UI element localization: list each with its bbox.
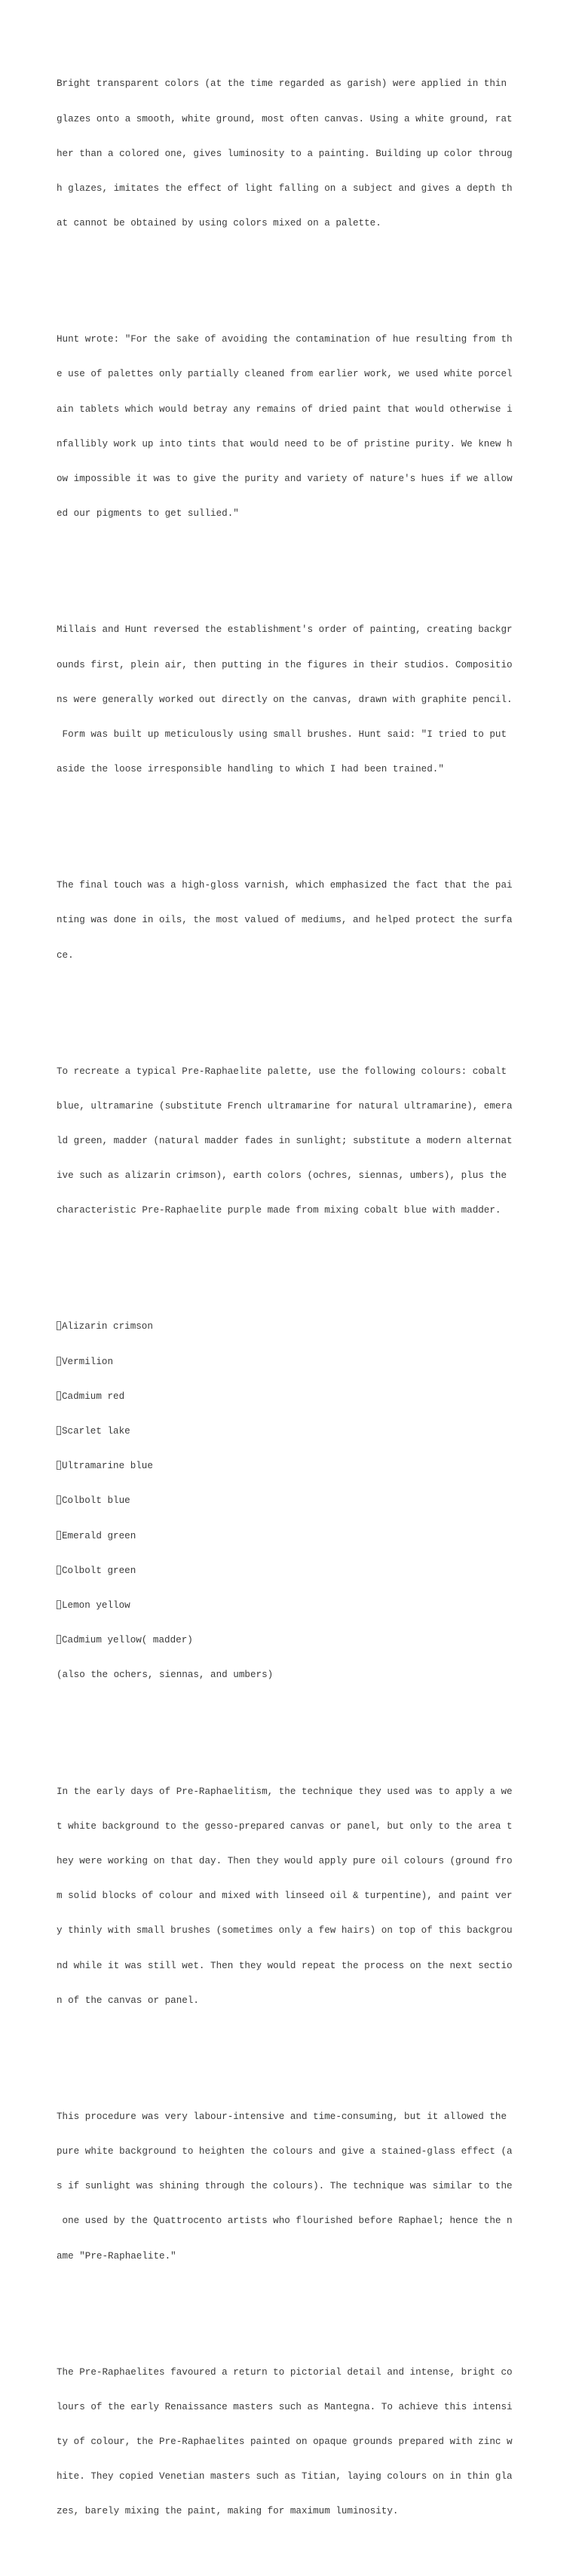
text-line: Millais and Hunt reversed the establishment's order of painting, creating backgr	[57, 624, 513, 636]
list-item	[57, 1461, 539, 1472]
bullet-box-icon	[57, 1635, 61, 1644]
text-line: h glazes, imitates the effect of light falling on a subject and gives a depth th	[57, 183, 513, 195]
paragraph-millais-hunt	[57, 602, 539, 799]
list-item-label: Cadmium yellow( madder)	[62, 1635, 193, 1646]
text-line: e use of palettes only partially cleaned from earlier work, we used white porcel	[57, 369, 513, 380]
text-line: nd while it was still wet. Then they would repeat the process on the next sectio	[57, 1960, 513, 1971]
text-line: hey were working on that day. Then they would apply pure oil colours (ground fro	[57, 1855, 513, 1866]
list-item	[57, 1495, 539, 1507]
text-line: at cannot be obtained by using colors mixed on a palette.	[57, 218, 381, 229]
text-line: This procedure was very labour-intensive and time-consuming, but it allowed the	[57, 2111, 507, 2122]
text-line: her than a colored one, gives luminosity to a painting. Building up color throug	[57, 148, 513, 159]
text-line: ame "Pre-Raphaelite."	[57, 2250, 176, 2262]
text-line: blue, ultramarine (substitute French ultramarine for natural ultramarine), emera	[57, 1100, 513, 1112]
text-line: aside the loose irresponsible handling to which I had been trained."	[57, 764, 444, 775]
bullet-box-icon	[57, 1495, 61, 1504]
text-line: s if sunlight was shining through the colours). The technique was similar to the	[57, 2181, 513, 2192]
list-item-label: Colbolt green	[62, 1565, 136, 1576]
bullet-box-icon	[57, 1531, 61, 1540]
text-line: ed our pigments to get sullied."	[57, 508, 239, 520]
bullet-box-icon	[57, 1600, 61, 1609]
list-item-label: Cadmium red	[62, 1391, 125, 1402]
text-line: zes, barely mixing the paint, making for maximum luminosity.	[57, 2506, 399, 2517]
text-line: ive such as alizarin crimson), earth colors (ochres, siennas, umbers), plus the	[57, 1170, 507, 1182]
list-item	[57, 1391, 539, 1403]
text-line: characteristic Pre-Raphaelite purple made from mixing cobalt blue with madder.	[57, 1205, 501, 1216]
list-item-label: Ultramarine blue	[62, 1461, 153, 1472]
paragraph-glazes	[57, 56, 539, 253]
text-line: Bright transparent colors (at the time regarded as garish) were applied in thin	[57, 78, 507, 90]
text-line: ns were generally worked out directly on the canvas, drawn with graphite pencil.	[57, 694, 513, 705]
text-line: n of the canvas or panel.	[57, 1995, 199, 2006]
text-line: ce.	[57, 949, 74, 961]
list-item-label: Scarlet lake	[62, 1426, 130, 1437]
text-line: ounds first, plein air, then putting in the figures in their studios. Compositio	[57, 659, 513, 670]
text-line: Hunt wrote: "For the sake of avoiding the contamination of hue resulting from th	[57, 334, 513, 345]
bullet-box-icon	[57, 1426, 61, 1435]
list-item-label: Emerald green	[62, 1530, 136, 1541]
text-line: pure white background to heighten the colours and give a stained-glass effect (a	[57, 2145, 513, 2157]
list-item-label: Colbolt blue	[62, 1495, 130, 1507]
text-line: t white background to the gesso-prepared canvas or panel, but only to the area t	[57, 1820, 513, 1832]
text-line: ld green, madder (natural madder fades in sunlight; substitute a modern alternat	[57, 1136, 513, 1147]
paragraph-hunt-quote	[57, 311, 539, 543]
text-line: y thinly with small brushes (sometimes only a few hairs) on top of this backgrou	[57, 1925, 513, 1937]
text-line: The Pre-Raphaelites favoured a return to pictorial detail and intense, bright co	[57, 2366, 513, 2378]
text-line: ain tablets which would betray any remains of dried paint that would otherwise i	[57, 403, 513, 415]
text-line: one used by the Quattrocento artists who flourished before Raphael; hence the n	[57, 2216, 513, 2227]
bullet-box-icon	[57, 1321, 61, 1330]
paragraph-renaissance	[57, 2344, 539, 2541]
paragraph-palette	[57, 1043, 539, 1240]
list-item	[57, 1321, 539, 1332]
text-line: The final touch was a high-gloss varnish, which emphasized the fact that the pai	[57, 880, 513, 891]
text-line: Form was built up meticulously using small brushes. Hunt said: "I tried to put	[57, 728, 507, 740]
text-line: In the early days of Pre-Raphaelitism, the technique they used was to apply a we	[57, 1786, 513, 1797]
list-item-label: Alizarin crimson	[62, 1321, 153, 1332]
text-line: m solid blocks of colour and mixed with linseed oil & turpentine), and paint ver	[57, 1891, 513, 1902]
list-note: (also the ochers, siennas, and umbers)	[57, 1670, 274, 1681]
text-line: To recreate a typical Pre-Raphaelite palette, use the following colours: cobalt	[57, 1066, 507, 1077]
bullet-box-icon	[57, 1357, 61, 1366]
paragraph-procedure	[57, 2088, 539, 2286]
color-list	[57, 1299, 539, 1705]
text-line: ty of colour, the Pre-Raphaelites painted on opaque grounds prepared with zinc w	[57, 2436, 513, 2448]
list-item	[57, 1426, 539, 1437]
list-item	[57, 1635, 539, 1646]
list-item-label: Vermilion	[62, 1356, 114, 1367]
list-item	[57, 1600, 539, 1612]
text-line: nfallibly work up into tints that would need to be of pristine purity. We knew h	[57, 438, 513, 449]
list-item	[57, 1566, 539, 1577]
bullet-box-icon	[57, 1461, 61, 1470]
text-line: nting was done in oils, the most valued of mediums, and helped protect the surfa	[57, 915, 513, 926]
paragraph-varnish	[57, 857, 539, 984]
paragraph-early-technique	[57, 1763, 539, 2030]
list-item	[57, 1531, 539, 1542]
text-line: ow impossible it was to give the purity and variety of nature's hues if we allow	[57, 474, 513, 485]
text-line: lours of the early Renaissance masters such as Mantegna. To achieve this intensi	[57, 2401, 513, 2412]
text-line: glazes onto a smooth, white ground, most often canvas. Using a white ground, rat	[57, 113, 513, 124]
bullet-box-icon	[57, 1566, 61, 1575]
text-line: hite. They copied Venetian masters such as Titian, laying colours on in thin gla	[57, 2471, 513, 2482]
list-item	[57, 1357, 539, 1368]
bullet-box-icon	[57, 1391, 61, 1400]
document-body	[57, 9, 539, 2576]
list-item-label: Lemon yellow	[62, 1600, 130, 1612]
